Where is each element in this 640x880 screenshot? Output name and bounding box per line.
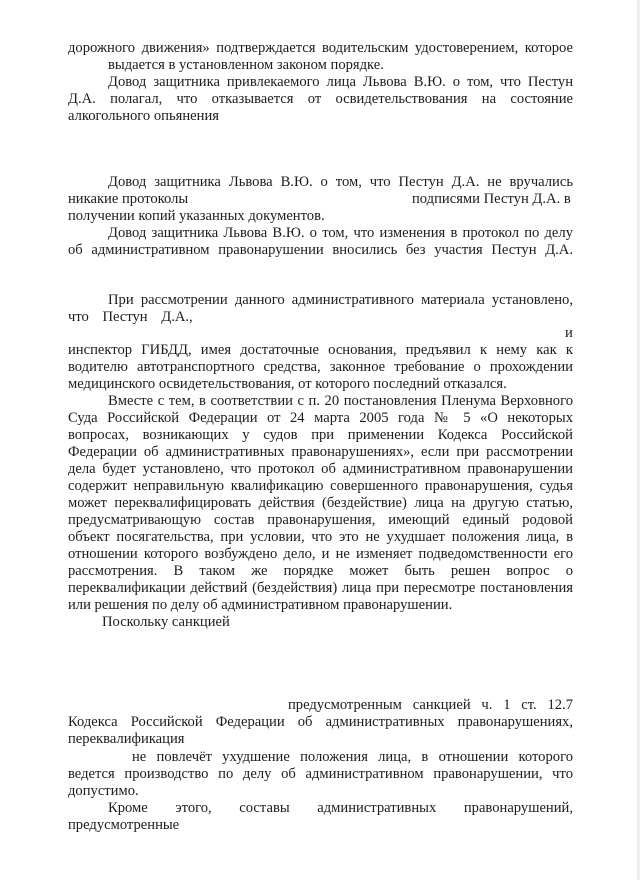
- text-line: получении копий указанных документов.: [68, 208, 325, 224]
- text-line: водителю автотранспортного средства, законное требование о прохождении: [68, 359, 573, 375]
- text-line: может переквалифицировать действия (бездействие) лица на другую статью,: [68, 495, 573, 511]
- text-line: предусматривающую состав правонарушения, имеющий единый родовой: [68, 512, 573, 528]
- text-line: Кодекса Российской Федерации об административных правонарушениях,: [68, 714, 573, 730]
- text-line: При рассмотрении данного административного материала установлено,: [108, 292, 573, 308]
- text-line: Вместе с тем, в соответствии с п. 20 постановления Пленума Верховного: [108, 393, 573, 409]
- text-fragment: и: [565, 325, 573, 341]
- text-line: Поскольку санкцией: [102, 614, 230, 630]
- text-line: Суда Российской Федерации от 24 марта 2005 года № 5 «О некоторых: [68, 410, 573, 426]
- text-line: переквалификации действий (бездействия) лица при пересмотре постановления: [68, 580, 573, 596]
- text-line: Довод защитника Львова В.Ю. о том, что Пестун Д.А. не вручались: [108, 174, 573, 190]
- text-line: медицинского освидетельствования, от которого последний отказался.: [68, 376, 507, 392]
- text-line: рассмотрения. В таком же порядке может быть решен вопрос о: [68, 563, 573, 579]
- text-line: выдается в установленном законом порядке.: [108, 57, 384, 73]
- text-line: допустимо.: [68, 783, 139, 799]
- text-line: ведется производство по делу об административном правонарушении, что: [68, 766, 573, 782]
- text-line: Д.А. полагал, что отказывается от освидетельствования на состояние: [68, 91, 573, 107]
- text-line: дорожного движения» подтверждается водительским удостоверением, которое: [68, 40, 573, 56]
- text-line: отношении которого возбуждено дело, и не изменяет подведомственности его: [68, 546, 573, 562]
- text-line: вопросах, возникающих у судов при применении Кодекса Российской: [68, 427, 573, 443]
- text-line: об административном правонарушении вносились без участия Пестун Д.А.: [68, 242, 573, 258]
- text-line: инспектор ГИБДД, имея достаточные основания, предъявил к нему как к: [68, 342, 573, 358]
- text-line: Федерации об административных правонарушениях», если при рассмотрении: [68, 444, 573, 460]
- text-line: содержит неправильную квалификацию совершенного правонарушения, судья: [68, 478, 573, 494]
- text-line: переквалификация: [68, 731, 185, 747]
- text-line: алкогольного опьянения: [68, 108, 219, 124]
- text-line: дела будет установлено, что протокол об административном правонарушении: [68, 461, 573, 477]
- text-line: что Пестун Д.А.,: [68, 309, 193, 325]
- text-line: предусмотренные: [68, 817, 180, 833]
- text-fragment: не повлечёт ухудшение положения лица, в отношении которого: [132, 749, 573, 765]
- text-fragment: предусмотренным санкцией ч. 1 ст. 12.7: [288, 697, 573, 713]
- text-line: или решения по делу об административном правонарушении.: [68, 597, 453, 613]
- text-line: объект посягательства, при условии, что это не ухудшает положения лица, в: [68, 529, 573, 545]
- text-line: Довод защитника привлекаемого лица Львова В.Ю. о том, что Пестун: [108, 74, 573, 90]
- text-line: никакие протоколы: [68, 191, 189, 207]
- text-line: Кроме этого, составы административных правонарушений,: [108, 800, 573, 816]
- text-line: Довод защитника Львова В.Ю. о том, что изменения в протокол по делу: [108, 225, 573, 241]
- text-fragment: подписями Пестун Д.А. в: [412, 191, 571, 207]
